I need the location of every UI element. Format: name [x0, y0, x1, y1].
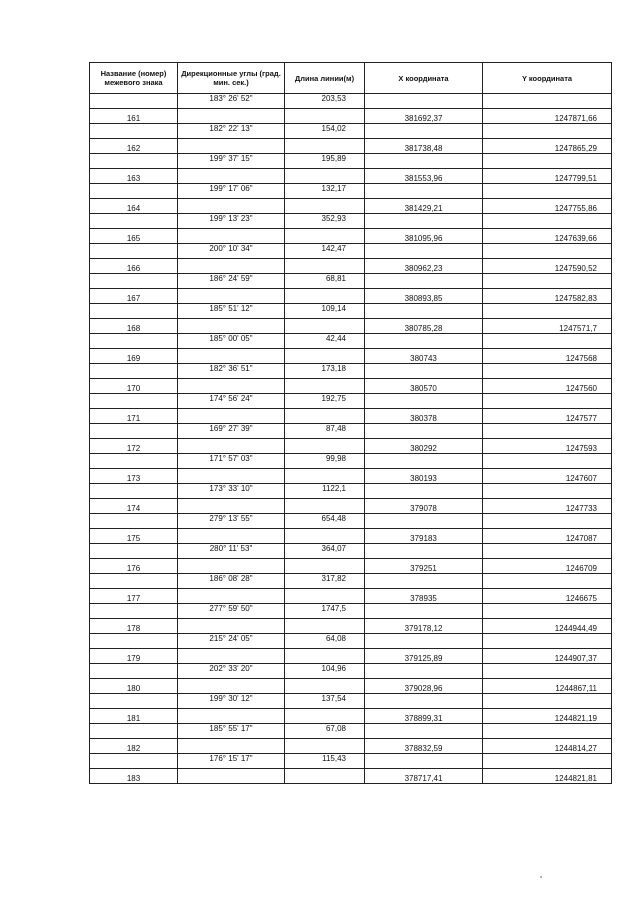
cell-x-coordinate [365, 214, 483, 229]
cell-x-coordinate: 381738,48 [365, 139, 483, 154]
cell-point-name: 176 [90, 559, 178, 574]
table-row [90, 349, 612, 364]
table-row [90, 529, 612, 544]
cell-y-coordinate [483, 454, 612, 469]
cell-x-coordinate [365, 544, 483, 559]
cell-point-name: 165 [90, 229, 178, 244]
cell-x-coordinate: 380893,85 [365, 289, 483, 304]
table-row [90, 499, 612, 514]
cell-point-name: 179 [90, 649, 178, 664]
cell-line-length: 64,08 [285, 634, 365, 649]
cell-y-coordinate [483, 754, 612, 769]
cell-line-length [285, 139, 365, 154]
cell-point-name [90, 754, 178, 769]
table-row [90, 589, 612, 604]
cell-x-coordinate [365, 694, 483, 709]
cell-direction-angle [178, 409, 285, 424]
cell-line-length: 137,54 [285, 694, 365, 709]
cell-line-length [285, 229, 365, 244]
cell-line-length: 87,48 [285, 424, 365, 439]
cell-x-coordinate [365, 334, 483, 349]
scan-speck [540, 876, 542, 878]
cell-y-coordinate [483, 244, 612, 259]
cell-point-name [90, 304, 178, 319]
cell-y-coordinate [483, 664, 612, 679]
cell-point-name: 167 [90, 289, 178, 304]
header-y-coordinate: Y координата [483, 63, 612, 94]
cell-direction-angle [178, 529, 285, 544]
cell-y-coordinate [483, 94, 612, 109]
cell-direction-angle: 199° 17' 06" [178, 184, 285, 199]
cell-point-name: 166 [90, 259, 178, 274]
table-row [90, 739, 612, 754]
cell-direction-angle [178, 439, 285, 454]
cell-direction-angle [178, 619, 285, 634]
cell-y-coordinate: 1246709 [483, 559, 612, 574]
cell-direction-angle [178, 169, 285, 184]
table-row [90, 769, 612, 784]
cell-y-coordinate [483, 694, 612, 709]
cell-y-coordinate: 1244814,27 [483, 739, 612, 754]
cell-line-length: 317,82 [285, 574, 365, 589]
table-row [90, 409, 612, 424]
cell-direction-angle: 185° 51' 12" [178, 304, 285, 319]
cell-direction-angle: 171° 57' 03" [178, 454, 285, 469]
cell-line-length [285, 349, 365, 364]
header-direction-angle: Дирекционные углы (град. мин. сек.) [178, 63, 285, 94]
cell-direction-angle [178, 499, 285, 514]
cell-line-length [285, 289, 365, 304]
table-row [90, 364, 612, 379]
cell-direction-angle: 199° 13' 23" [178, 214, 285, 229]
cell-line-length [285, 649, 365, 664]
table-row [90, 724, 612, 739]
cell-line-length [285, 709, 365, 724]
table-row [90, 424, 612, 439]
table-row [90, 274, 612, 289]
header-x-coordinate: X координата [365, 63, 483, 94]
cell-line-length: 142,47 [285, 244, 365, 259]
cell-x-coordinate [365, 394, 483, 409]
table-row [90, 634, 612, 649]
cell-x-coordinate: 381429,21 [365, 199, 483, 214]
cell-line-length: 68,81 [285, 274, 365, 289]
cell-x-coordinate [365, 184, 483, 199]
cell-y-coordinate: 1247560 [483, 379, 612, 394]
cell-point-name: 172 [90, 439, 178, 454]
cell-direction-angle: 176° 15' 17" [178, 754, 285, 769]
cell-line-length [285, 439, 365, 454]
cell-direction-angle: 186° 24' 59" [178, 274, 285, 289]
cell-x-coordinate: 381095,96 [365, 229, 483, 244]
cell-point-name [90, 514, 178, 529]
cell-point-name: 183 [90, 769, 178, 784]
cell-y-coordinate [483, 364, 612, 379]
cell-y-coordinate: 1247577 [483, 409, 612, 424]
cell-y-coordinate: 1247087 [483, 529, 612, 544]
cell-direction-angle [178, 139, 285, 154]
cell-line-length: 109,14 [285, 304, 365, 319]
cell-y-coordinate [483, 544, 612, 559]
cell-y-coordinate [483, 424, 612, 439]
cell-direction-angle [178, 379, 285, 394]
cell-x-coordinate [365, 304, 483, 319]
cell-line-length [285, 469, 365, 484]
table-row [90, 304, 612, 319]
table-row [90, 214, 612, 229]
table-row [90, 139, 612, 154]
cell-x-coordinate: 378717,41 [365, 769, 483, 784]
cell-point-name [90, 154, 178, 169]
cell-line-length: 67,08 [285, 724, 365, 739]
header-line-length: Длина линии(м) [285, 63, 365, 94]
cell-y-coordinate: 1246675 [483, 589, 612, 604]
cell-direction-angle: 185° 55' 17" [178, 724, 285, 739]
cell-point-name: 175 [90, 529, 178, 544]
cell-y-coordinate [483, 154, 612, 169]
cell-point-name [90, 454, 178, 469]
cell-point-name [90, 94, 178, 109]
cell-y-coordinate [483, 604, 612, 619]
cell-line-length [285, 619, 365, 634]
cell-x-coordinate [365, 574, 483, 589]
cell-point-name: 171 [90, 409, 178, 424]
cell-point-name [90, 244, 178, 259]
cell-line-length: 203,53 [285, 94, 365, 109]
cell-x-coordinate [365, 424, 483, 439]
cell-direction-angle [178, 469, 285, 484]
table-row [90, 484, 612, 499]
cell-point-name [90, 124, 178, 139]
cell-x-coordinate [365, 604, 483, 619]
cell-direction-angle [178, 589, 285, 604]
cell-x-coordinate [365, 454, 483, 469]
cell-x-coordinate: 381553,96 [365, 169, 483, 184]
cell-line-length: 99,98 [285, 454, 365, 469]
cell-direction-angle [178, 319, 285, 334]
cell-point-name: 169 [90, 349, 178, 364]
cell-point-name [90, 184, 178, 199]
cell-direction-angle: 169° 27' 39" [178, 424, 285, 439]
cell-line-length [285, 589, 365, 604]
cell-x-coordinate: 380743 [365, 349, 483, 364]
cell-x-coordinate [365, 754, 483, 769]
cell-x-coordinate: 380378 [365, 409, 483, 424]
cell-y-coordinate: 1247871,66 [483, 109, 612, 124]
cell-y-coordinate [483, 304, 612, 319]
cell-line-length: 132,17 [285, 184, 365, 199]
cell-point-name [90, 694, 178, 709]
cell-direction-angle: 279° 13' 55" [178, 514, 285, 529]
cell-point-name: 163 [90, 169, 178, 184]
cell-line-length [285, 739, 365, 754]
table-row [90, 244, 612, 259]
cell-x-coordinate: 379125,89 [365, 649, 483, 664]
cell-x-coordinate: 380292 [365, 439, 483, 454]
cell-line-length: 1747,5 [285, 604, 365, 619]
cell-y-coordinate [483, 394, 612, 409]
table-row [90, 109, 612, 124]
cell-y-coordinate: 1247607 [483, 469, 612, 484]
cell-y-coordinate [483, 274, 612, 289]
table-row [90, 604, 612, 619]
cell-x-coordinate: 380193 [365, 469, 483, 484]
cell-y-coordinate: 1244907,37 [483, 649, 612, 664]
cell-y-coordinate: 1247571,7 [483, 319, 612, 334]
cell-y-coordinate: 1247582,83 [483, 289, 612, 304]
cell-direction-angle: 280° 11' 53" [178, 544, 285, 559]
cell-direction-angle [178, 199, 285, 214]
cell-point-name: 177 [90, 589, 178, 604]
table-row [90, 679, 612, 694]
cell-y-coordinate [483, 634, 612, 649]
cell-y-coordinate [483, 334, 612, 349]
cell-y-coordinate [483, 514, 612, 529]
table-row [90, 169, 612, 184]
cell-line-length: 115,43 [285, 754, 365, 769]
cell-line-length [285, 559, 365, 574]
cell-line-length: 195,89 [285, 154, 365, 169]
cell-point-name [90, 574, 178, 589]
table-row [90, 184, 612, 199]
cell-line-length: 154,02 [285, 124, 365, 139]
table-row [90, 454, 612, 469]
table-row [90, 559, 612, 574]
cell-y-coordinate: 1247590,52 [483, 259, 612, 274]
cell-direction-angle: 185° 00' 05" [178, 334, 285, 349]
cell-direction-angle: 199° 30' 12" [178, 694, 285, 709]
cell-direction-angle [178, 559, 285, 574]
cell-x-coordinate: 379078 [365, 499, 483, 514]
table-row [90, 94, 612, 109]
cell-x-coordinate: 379251 [365, 559, 483, 574]
cell-direction-angle [178, 289, 285, 304]
cell-y-coordinate: 1244944,49 [483, 619, 612, 634]
cell-x-coordinate: 378935 [365, 589, 483, 604]
cell-point-name [90, 544, 178, 559]
cell-point-name [90, 724, 178, 739]
cell-direction-angle: 215° 24' 05" [178, 634, 285, 649]
table-header-row [90, 63, 612, 94]
cell-direction-angle: 182° 36' 51" [178, 364, 285, 379]
cell-direction-angle [178, 649, 285, 664]
table-row [90, 259, 612, 274]
cell-point-name [90, 394, 178, 409]
cell-line-length [285, 499, 365, 514]
cell-direction-angle: 202° 33' 20" [178, 664, 285, 679]
cell-x-coordinate: 380785,28 [365, 319, 483, 334]
cell-line-length [285, 409, 365, 424]
cell-y-coordinate [483, 484, 612, 499]
table-row [90, 544, 612, 559]
cell-x-coordinate: 378832,59 [365, 739, 483, 754]
cell-y-coordinate: 1247865,29 [483, 139, 612, 154]
boundary-coordinates-table [89, 62, 612, 784]
table-row [90, 229, 612, 244]
cell-x-coordinate: 379028,96 [365, 679, 483, 694]
cell-x-coordinate [365, 514, 483, 529]
cell-point-name [90, 634, 178, 649]
cell-direction-angle: 182° 22' 13" [178, 124, 285, 139]
cell-y-coordinate [483, 724, 612, 739]
cell-point-name: 168 [90, 319, 178, 334]
cell-direction-angle: 277° 59' 50" [178, 604, 285, 619]
cell-point-name: 161 [90, 109, 178, 124]
cell-direction-angle [178, 109, 285, 124]
table-row [90, 469, 612, 484]
cell-x-coordinate [365, 244, 483, 259]
cell-direction-angle [178, 739, 285, 754]
cell-x-coordinate [365, 724, 483, 739]
cell-direction-angle: 183° 26' 52" [178, 94, 285, 109]
cell-point-name [90, 424, 178, 439]
cell-point-name [90, 334, 178, 349]
cell-line-length: 654,48 [285, 514, 365, 529]
table-row [90, 664, 612, 679]
cell-x-coordinate [365, 94, 483, 109]
cell-point-name: 178 [90, 619, 178, 634]
table-row [90, 694, 612, 709]
cell-point-name: 173 [90, 469, 178, 484]
cell-y-coordinate: 1247799,51 [483, 169, 612, 184]
cell-point-name: 181 [90, 709, 178, 724]
table-row [90, 289, 612, 304]
cell-line-length: 364,07 [285, 544, 365, 559]
cell-direction-angle: 199° 37' 15" [178, 154, 285, 169]
cell-x-coordinate [365, 154, 483, 169]
cell-x-coordinate: 378899,31 [365, 709, 483, 724]
cell-direction-angle: 173° 33' 10" [178, 484, 285, 499]
cell-point-name [90, 274, 178, 289]
cell-point-name [90, 484, 178, 499]
cell-point-name: 182 [90, 739, 178, 754]
cell-x-coordinate: 380962,23 [365, 259, 483, 274]
cell-direction-angle: 186° 08' 28" [178, 574, 285, 589]
cell-line-length [285, 529, 365, 544]
cell-direction-angle: 200° 10' 34" [178, 244, 285, 259]
table-row [90, 439, 612, 454]
cell-x-coordinate: 380570 [365, 379, 483, 394]
cell-y-coordinate: 1244821,81 [483, 769, 612, 784]
cell-line-length: 104,96 [285, 664, 365, 679]
table-row [90, 574, 612, 589]
cell-point-name: 170 [90, 379, 178, 394]
cell-y-coordinate: 1247755,86 [483, 199, 612, 214]
cell-x-coordinate [365, 124, 483, 139]
table-row [90, 394, 612, 409]
cell-y-coordinate [483, 184, 612, 199]
cell-x-coordinate: 379183 [365, 529, 483, 544]
cell-point-name: 164 [90, 199, 178, 214]
header-point-name: Название (номер) межевого знака [90, 63, 178, 94]
cell-direction-angle [178, 709, 285, 724]
cell-y-coordinate: 1247568 [483, 349, 612, 364]
cell-x-coordinate [365, 364, 483, 379]
cell-line-length [285, 319, 365, 334]
cell-point-name [90, 214, 178, 229]
table-row [90, 334, 612, 349]
cell-line-length [285, 679, 365, 694]
cell-direction-angle [178, 769, 285, 784]
cell-y-coordinate: 1244867,11 [483, 679, 612, 694]
cell-line-length: 42,44 [285, 334, 365, 349]
cell-point-name: 180 [90, 679, 178, 694]
cell-y-coordinate [483, 124, 612, 139]
cell-y-coordinate [483, 214, 612, 229]
table-row [90, 124, 612, 139]
cell-direction-angle: 174° 56' 24" [178, 394, 285, 409]
table-row [90, 514, 612, 529]
cell-line-length: 192,75 [285, 394, 365, 409]
table-row [90, 649, 612, 664]
table-row [90, 154, 612, 169]
table-row [90, 199, 612, 214]
cell-line-length [285, 169, 365, 184]
cell-line-length [285, 259, 365, 274]
cell-x-coordinate [365, 634, 483, 649]
cell-point-name: 174 [90, 499, 178, 514]
cell-line-length: 352,93 [285, 214, 365, 229]
table-row [90, 619, 612, 634]
cell-line-length: 173,18 [285, 364, 365, 379]
table-row [90, 709, 612, 724]
cell-x-coordinate [365, 274, 483, 289]
cell-direction-angle [178, 229, 285, 244]
cell-direction-angle [178, 259, 285, 274]
table-row [90, 379, 612, 394]
table-row [90, 319, 612, 334]
cell-y-coordinate [483, 574, 612, 589]
cell-line-length [285, 109, 365, 124]
cell-x-coordinate: 379178,12 [365, 619, 483, 634]
cell-x-coordinate [365, 664, 483, 679]
cell-line-length [285, 769, 365, 784]
cell-line-length [285, 379, 365, 394]
cell-line-length [285, 199, 365, 214]
cell-y-coordinate: 1244821,19 [483, 709, 612, 724]
cell-point-name [90, 604, 178, 619]
cell-direction-angle [178, 679, 285, 694]
cell-y-coordinate: 1247733 [483, 499, 612, 514]
cell-x-coordinate [365, 484, 483, 499]
cell-y-coordinate: 1247593 [483, 439, 612, 454]
cell-direction-angle [178, 349, 285, 364]
table-body [90, 94, 612, 784]
table-row [90, 754, 612, 769]
cell-point-name [90, 664, 178, 679]
cell-y-coordinate: 1247639,66 [483, 229, 612, 244]
cell-x-coordinate: 381692,37 [365, 109, 483, 124]
cell-point-name: 162 [90, 139, 178, 154]
cell-point-name [90, 364, 178, 379]
cell-line-length: 1122,1 [285, 484, 365, 499]
